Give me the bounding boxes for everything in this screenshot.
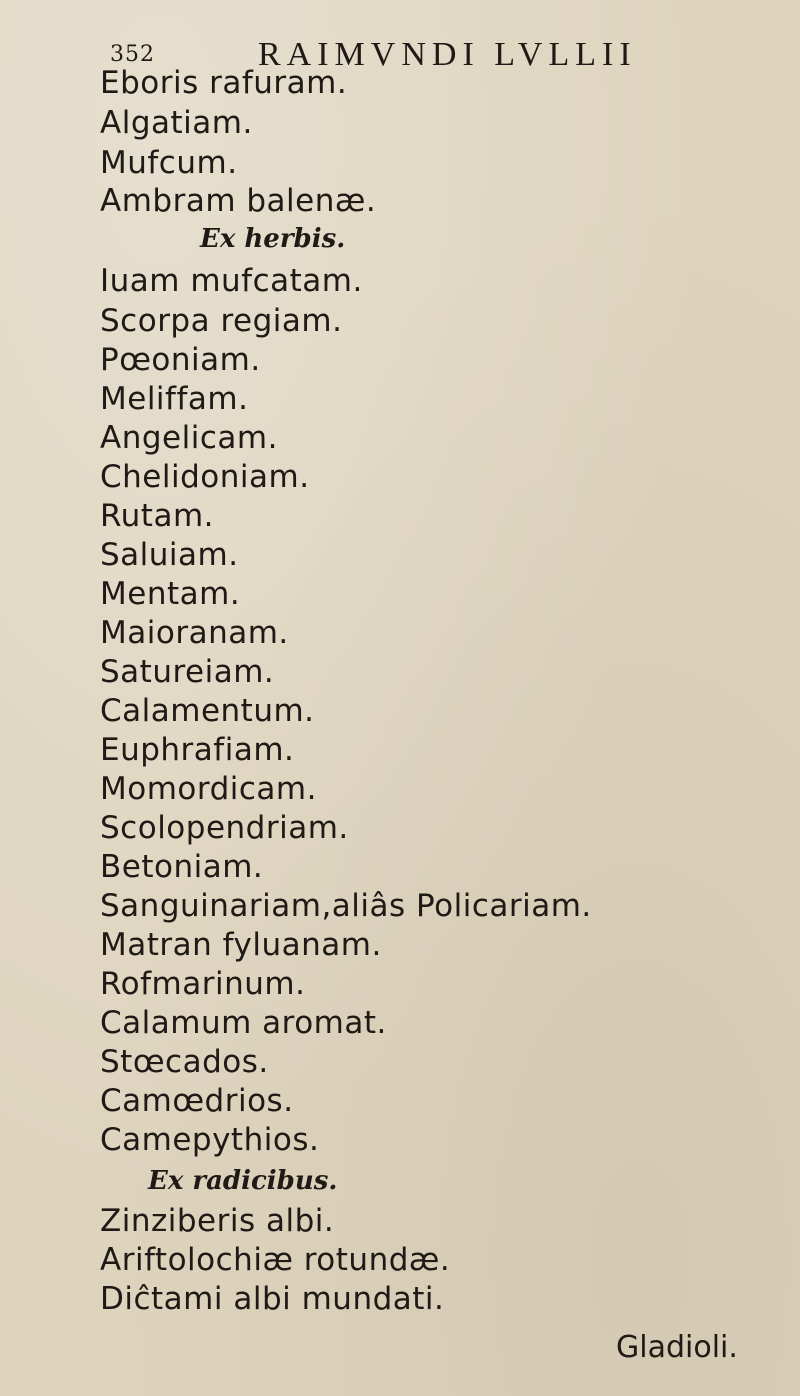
list-item: Calamentum.	[100, 693, 315, 729]
list-item: Meliffam.	[100, 381, 249, 417]
list-item: Scolopendriam.	[100, 810, 349, 846]
list-item: Camepythios.	[100, 1122, 320, 1158]
section-heading-herbs: Ex herbis.	[200, 224, 346, 254]
catchword: Gladioli.	[616, 1330, 738, 1365]
section-heading-roots: Ex radicibus.	[148, 1166, 338, 1196]
list-item: Maioranam.	[100, 615, 289, 651]
list-item: Satureiam.	[100, 654, 275, 690]
page-number: 352	[110, 42, 155, 67]
list-item: Momordicam.	[100, 771, 317, 807]
list-item: Saluiam.	[100, 537, 239, 573]
list-item: Chelidoniam.	[100, 459, 310, 495]
list-item: Betoniam.	[100, 849, 264, 885]
list-item: Rofmarinum.	[100, 966, 306, 1002]
list-item: Camœdrios.	[100, 1083, 294, 1119]
list-item: Scorpa regiam.	[100, 303, 343, 339]
list-item: Diĉtami albi mundati.	[100, 1281, 445, 1317]
list-item: Ambram balenæ.	[100, 183, 377, 219]
list-item: Iuam mufcatam.	[100, 263, 363, 299]
list-item: Euphrafiam.	[100, 732, 295, 768]
list-item: Angelicam.	[100, 420, 278, 456]
author-title: RAIMVNDI LVLLII	[258, 36, 637, 73]
list-item: Mentam.	[100, 576, 241, 612]
list-item: Rutam.	[100, 498, 214, 534]
list-item: Eboris rafuram.	[100, 65, 348, 101]
list-item: Algatiam.	[100, 105, 253, 141]
list-item: Sanguinariam,aliâs Policariam.	[100, 888, 592, 924]
list-item: Mufcum.	[100, 145, 238, 181]
list-item: Stœcados.	[100, 1044, 269, 1080]
list-item: Ariftolochiæ rotundæ.	[100, 1242, 451, 1278]
list-item: Calamum aromat.	[100, 1005, 387, 1041]
list-item: Matran fyluanam.	[100, 927, 382, 963]
list-item: Zinziberis albi.	[100, 1203, 335, 1239]
list-item: Pœoniam.	[100, 342, 261, 378]
